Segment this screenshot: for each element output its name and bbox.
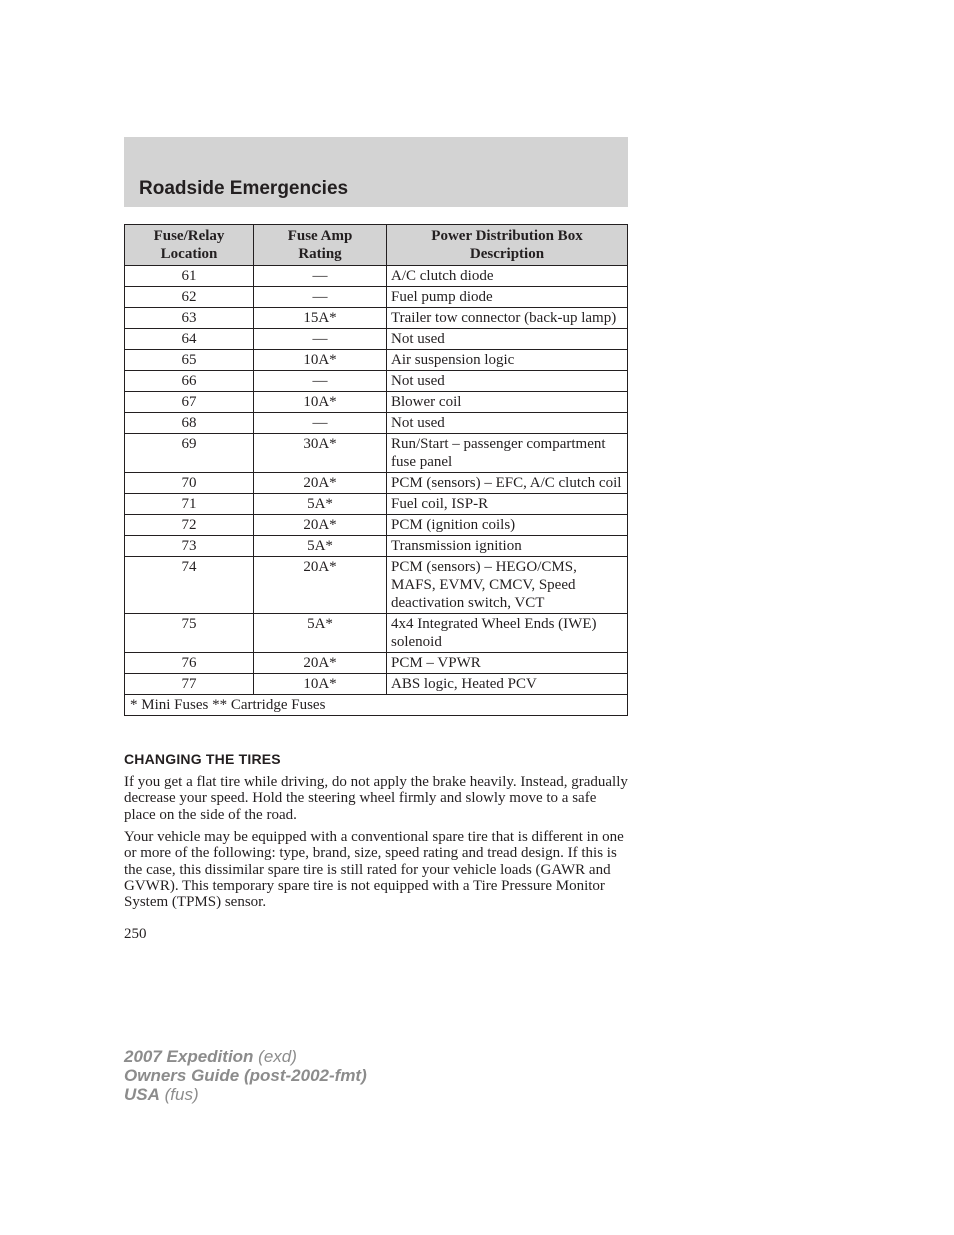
cell-location: 73 [125,536,254,557]
footer-model: 2007 Expedition [124,1047,254,1066]
cell-amp: 10A* [254,392,387,413]
cell-amp: 20A* [254,515,387,536]
cell-location: 64 [125,329,254,350]
footer-line-1 [124,1047,367,1066]
document-footer [124,1047,367,1104]
table-row [125,308,628,329]
fuse-table-header-row [125,225,628,266]
cell-location: 70 [125,473,254,494]
table-row [125,536,628,557]
cell-location: 72 [125,515,254,536]
cell-amp: — [254,371,387,392]
cell-description: PCM (sensors) – EFC, A/C clutch coil [387,473,628,494]
table-row [125,494,628,515]
cell-location: 66 [125,371,254,392]
table-row [125,329,628,350]
section-header-band [124,137,628,207]
cell-location: 71 [125,494,254,515]
cell-description: Blower coil [387,392,628,413]
cell-amp: 30A* [254,434,387,473]
table-row [125,350,628,371]
footer-market-code: (fus) [164,1085,199,1104]
cell-location: 62 [125,287,254,308]
footer-line-2 [124,1066,367,1085]
cell-amp: 20A* [254,653,387,674]
tires-paragraph-1: If you get a flat tire while driving, do not apply the brake heavily. Instead, gradually decrease your speed. Hold the steering wheel firmly and slowly move to a safe place on the side of the road. [124,774,628,823]
table-row [125,614,628,653]
cell-location: 65 [125,350,254,371]
cell-location: 74 [125,557,254,614]
cell-description: PCM (ignition coils) [387,515,628,536]
cell-description: 4x4 Integrated Wheel Ends (IWE) solenoid [387,614,628,653]
cell-description: Not used [387,413,628,434]
section-title: Roadside Emergencies [139,178,349,199]
cell-amp: 15A* [254,308,387,329]
column-header-amp-rating: Fuse Amp Rating [254,225,387,266]
cell-amp: — [254,329,387,350]
footer-line-3 [124,1085,367,1104]
cell-amp: 5A* [254,494,387,515]
cell-description: PCM (sensors) – HEGO/CMS, MAFS, EVMV, CMCV, Speed deactivation switch, VCT [387,557,628,614]
cell-description: Not used [387,371,628,392]
cell-description: PCM – VPWR [387,653,628,674]
cell-amp: 20A* [254,557,387,614]
table-row [125,473,628,494]
table-row [125,434,628,473]
cell-location: 69 [125,434,254,473]
cell-amp: — [254,413,387,434]
table-row [125,266,628,287]
cell-amp: — [254,287,387,308]
tires-paragraph-2: Your vehicle may be equipped with a conventional spare tire that is different in one or more of the following: type, brand, size, speed rating and tread design. If this is the case, this dissimilar spare tire is still rated for your vehicle loads (GAWR and GVWR). This temporary spare tire is not equipped with a Tire Pressure Monitor System (TPMS) sensor. [124,829,624,911]
cell-description: Fuel coil, ISP-R [387,494,628,515]
cell-description: A/C clutch diode [387,266,628,287]
fuse-table [124,224,628,716]
table-row [125,392,628,413]
cell-description: Not used [387,329,628,350]
cell-description: Fuel pump diode [387,287,628,308]
footer-market: USA [124,1085,160,1104]
table-row [125,515,628,536]
cell-location: 68 [125,413,254,434]
column-header-location: Fuse/Relay Location [125,225,254,266]
table-footnote: * Mini Fuses ** Cartridge Fuses [125,695,628,716]
cell-location: 61 [125,266,254,287]
table-row [125,674,628,695]
cell-description: Air suspension logic [387,350,628,371]
table-row [125,371,628,392]
table-row [125,287,628,308]
footer-guide: Owners Guide (post-2002-fmt) [124,1066,367,1085]
column-header-description: Power Distribution Box Description [387,225,628,266]
cell-location: 67 [125,392,254,413]
cell-location: 77 [125,674,254,695]
table-row [125,653,628,674]
table-row [125,557,628,614]
cell-amp: 10A* [254,674,387,695]
cell-amp: — [254,266,387,287]
cell-amp: 5A* [254,536,387,557]
cell-amp: 5A* [254,614,387,653]
cell-location: 76 [125,653,254,674]
cell-location: 63 [125,308,254,329]
table-footnote-row [125,695,628,716]
cell-description: ABS logic, Heated PCV [387,674,628,695]
cell-location: 75 [125,614,254,653]
table-row [125,413,628,434]
changing-tires-heading: CHANGING THE TIRES [124,751,281,767]
cell-description: Run/Start – passenger compartment fuse panel [387,434,628,473]
page-number: 250 [124,926,147,942]
cell-description: Trailer tow connector (back-up lamp) [387,308,628,329]
cell-amp: 10A* [254,350,387,371]
cell-description: Transmission ignition [387,536,628,557]
footer-model-code: (exd) [258,1047,297,1066]
cell-amp: 20A* [254,473,387,494]
